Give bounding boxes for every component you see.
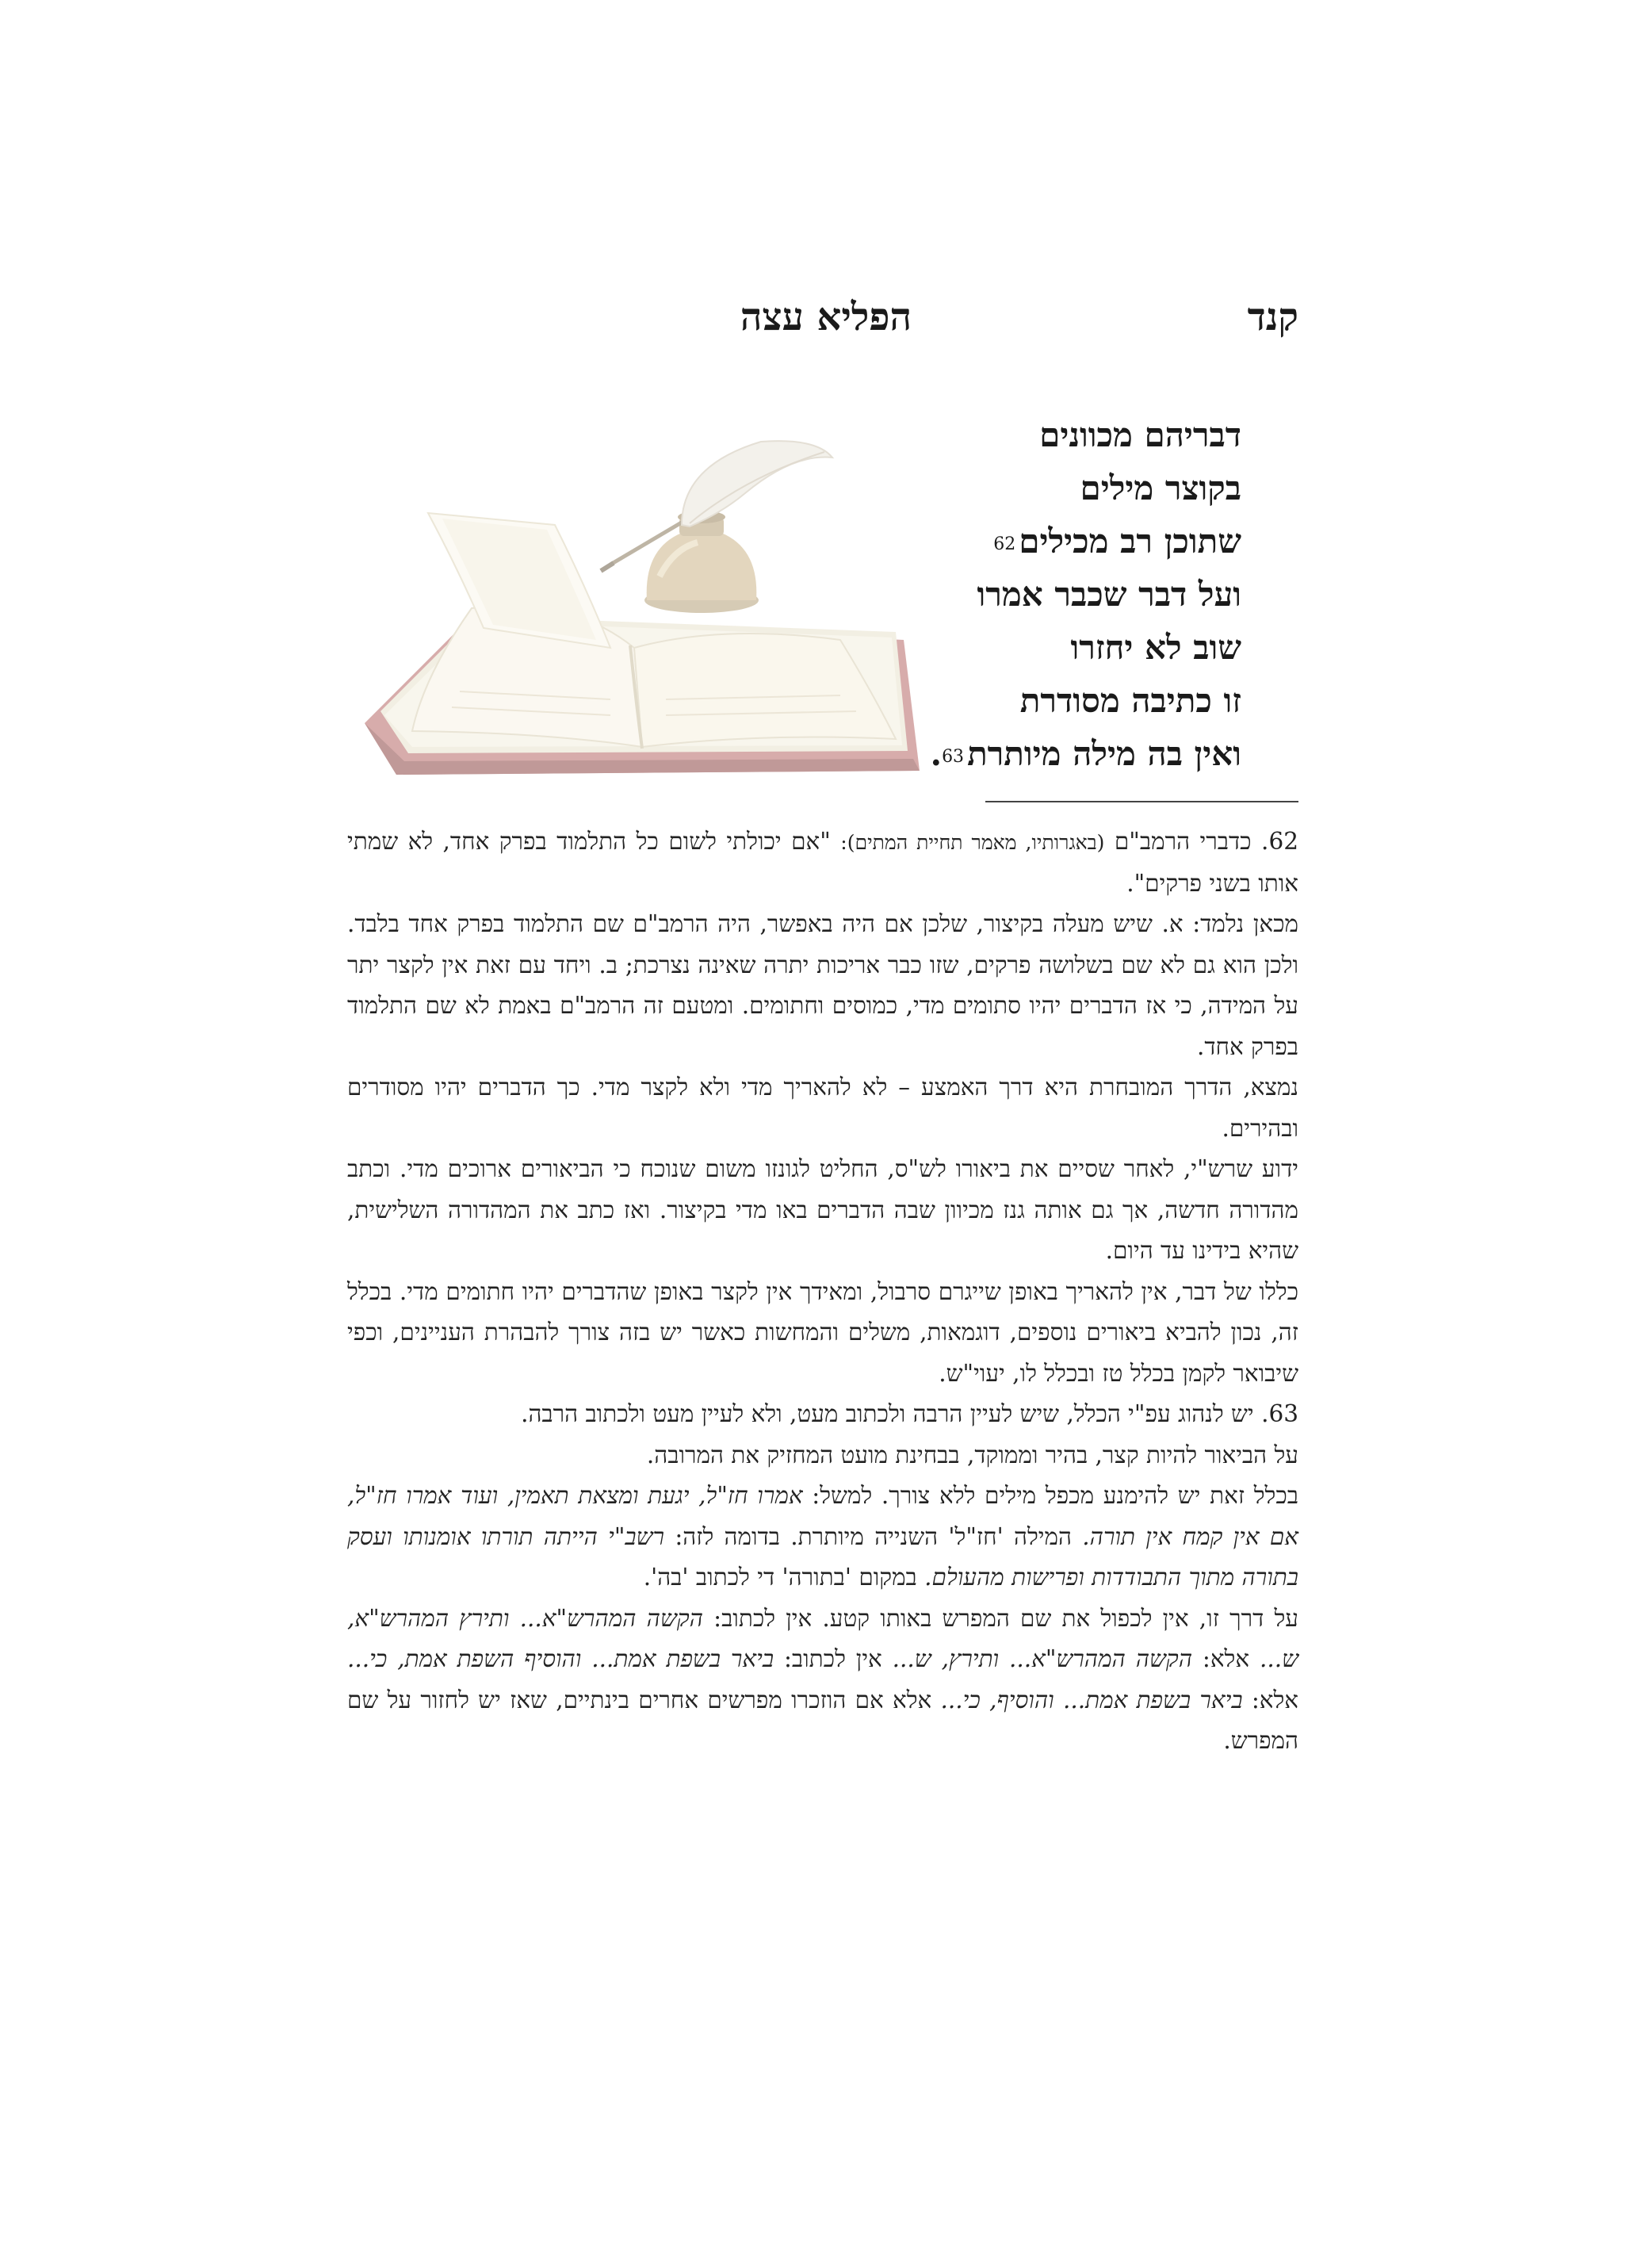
footnote-paragraph: על דרך זו, אין לכפול את שם המפרש באותו קטע. אין לכתוב: הקשה המהרש"א... ותירץ המהרש"א, ש... אלא: הקשה המהרש"א... ותירץ, ש... אין לכתוב: ביאר בשפת אמת... והוסיף השפת אמת, כי... אלא: ביאר בשפת אמת... והוסיף, כי... אלא אם הוזכרו מפרשים אחרים בינתיים, שאז יש לחזור על שם המפרש. xyxy=(347,1604,1298,1754)
poem-line: שוב לא יחזרו xyxy=(1070,628,1241,667)
poem-line: בקוצר מילים xyxy=(1080,469,1241,507)
footnote-paragraph: על הביאור להיות קצר, בהיר וממוקד, בבחינת מועט המחזיק את המרובה. xyxy=(646,1441,1298,1468)
footnote-paragraph: בכלל זאת יש להימנע מכפל מילים ללא צורך. למשל: אמרו חז"ל, יגעת ומצאת תאמין, ועוד אמרו חז"ל, אם אין קמח אין תורה. המילה 'חז"ל' השנייה מיותרת. בדומה לזה: רשב"י הייתה תורתו אומנותו ועסק בתורה מתוך התבודדות ופרישות מהעולם. במקום 'בתורה' די לכתוב 'בה'. xyxy=(347,1482,1298,1591)
footnote-paragraph: נמצא, הדרך המובחרת היא דרך האמצע – לא להאריך מדי ולא לקצר מדי. כך הדברים יהיו מסודרים ובהירים. xyxy=(347,1074,1298,1142)
footnote-source: (באגרותיו, מאמר תחיית המתים): xyxy=(840,831,1105,854)
footnote-label: 62. xyxy=(1261,828,1298,855)
example-text: ביאר בשפת אמת... והוסיף השפת אמת, כי... xyxy=(347,1645,774,1672)
poem-line: שתוכן רב מכילים$^{62}$ xyxy=(993,522,1241,561)
footnote-62: 62. כדברי הרמב"ם (באגרותיו, מאמר תחיית המתים): "אם יכולתי לשום כל התלמוד בפרק אחד, לא שמתי אותו בשני פרקים". xyxy=(347,828,1298,897)
example-text: אמרו חז"ל, יגעת ומצאת תאמין, ועוד אמרו חז"ל, אם אין קמח אין תורה. xyxy=(347,1482,1298,1550)
footnote-divider xyxy=(985,801,1298,802)
poem-line: דבריהם מכוונים xyxy=(1039,415,1241,454)
footnote-paragraph: ידוע שרש"י, לאחר שסיים את ביאורו לש"ס, החליט לגונזו משום שנוכח כי הביאורים ארוכים מדי. וכתב מהדורה חדשה, אך גם אותה גנז מכיוון שבה הדברים באו מדי בקיצור. ואז כתב את המהדורה השלישית, שהיא בידינו עד היום. xyxy=(347,1155,1298,1264)
example-text: הקשה המהרש"א... ותירץ המהרש"א, ש... xyxy=(347,1604,1298,1672)
footnote-paragraph: כללו של דבר, אין להאריך באופן שייגרם סרבול, ומאידך אין לקצר באופן שהדברים יהיו חתומים מדי. בכלל זה, נכון להביא ביאורים נוספים, דוגמאות, משלים והמחשות כאשר יש בזה צורך להבהרת העניינים, וכפי שיבואר לקמן בכלל טז ובכלל לו, יעוי"ש. xyxy=(347,1277,1298,1387)
footnotes xyxy=(347,821,1298,1762)
poem-line: ואין בה מילה מיותרת$^{63}$. xyxy=(930,734,1241,773)
running-title: הפליא עצה xyxy=(740,295,912,339)
poem-line: זו כתיבה מסודרת xyxy=(1019,681,1241,720)
poem-line: ועל דבר שכבר אמרו xyxy=(977,575,1241,614)
example-text: ביאר בשפת אמת... והוסיף, כי... xyxy=(940,1686,1243,1714)
example-text: רשב"י הייתה תורתו אומנותו ועסק בתורה מתוך התבודדות ופרישות מהעולם. xyxy=(347,1522,1298,1591)
example-text: הקשה המהרש"א... ותירץ, ש... xyxy=(892,1645,1192,1672)
footnote-paragraph: מכאן נלמד: א. שיש מעלה בקיצור, שלכן אם היה באפשר, היה הרמב"ם שם התלמוד בפרק אחד בלבד. ולכן הוא גם לא שם בשלושה פרקים, שזו כבר אריכות יתרה שאינה נצרכת; ב. ויחד עם זאת אין לקצר יתר על המידה, כי אז הדברים יהיו סתומים מדי, כמוסים וחתומים. ומטעם זה הרמב"ם באמת לא שם התלמוד בפרק אחד. xyxy=(347,910,1298,1060)
footnote-label: 63. xyxy=(1261,1400,1298,1427)
poem xyxy=(829,408,1241,780)
footnote-63: 63. יש לנהוג עפ"י הכלל, שיש לעיין הרבה ולכתוב מעט, ולא לעיין מעט ולכתוב הרבה. xyxy=(521,1400,1298,1427)
page-number: קנד xyxy=(1247,295,1298,339)
footnote-ref-63[interactable]: 63 xyxy=(942,747,965,767)
footnote-ref-62[interactable]: 62 xyxy=(993,534,1016,554)
